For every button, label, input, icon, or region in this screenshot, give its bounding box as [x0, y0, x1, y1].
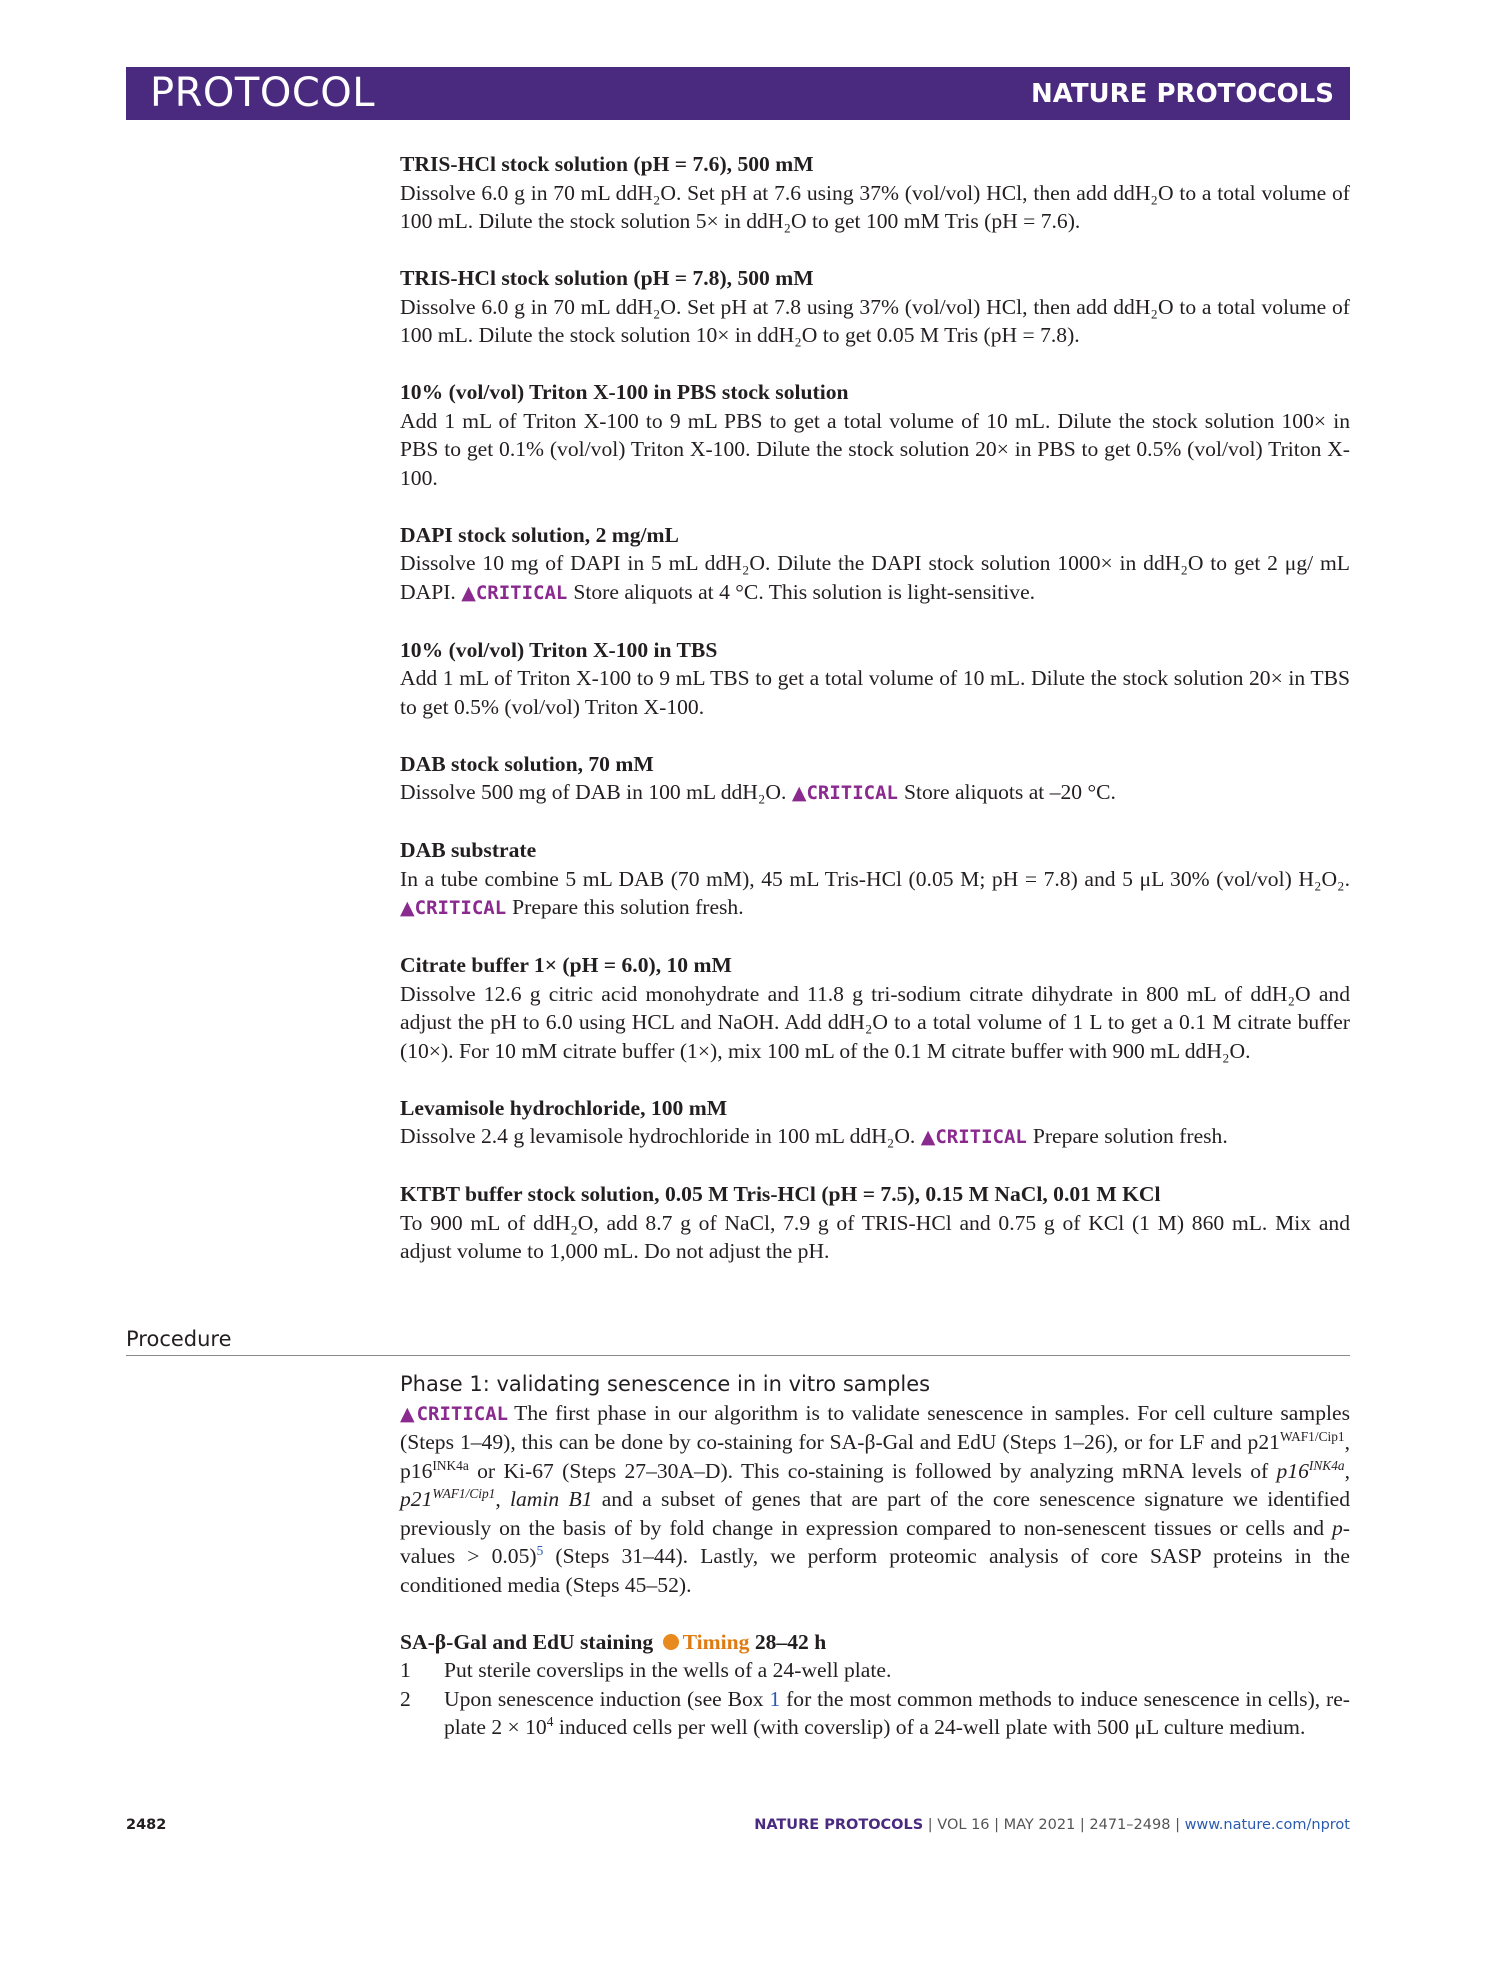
timing-dot-icon — [663, 1634, 679, 1650]
superscript: INK4a — [1308, 1457, 1345, 1473]
phase-intro — [400, 1399, 1350, 1600]
step-text: for the most common methods to induce senescence in cells), re-plate 2 × 10 — [444, 1686, 1350, 1739]
phase-text: , — [495, 1487, 511, 1511]
reagent-title: DAB stock solution, 70 mM — [400, 751, 654, 776]
critical-note: Prepare this solution fresh. — [512, 895, 744, 919]
reagent-body: Dissolve 500 mg of DAB in 100 mL ddH₂O. — [400, 780, 787, 804]
reagent-title: DAPI stock solution, 2 mg/mL — [400, 522, 679, 547]
critical-triangle-icon: ▲ — [400, 897, 415, 919]
reagent-text — [400, 1122, 1350, 1152]
critical-triangle-icon: ▲ — [791, 782, 807, 804]
reagent-entry — [400, 750, 1350, 808]
footer-journal: NATURE PROTOCOLS — [754, 1817, 924, 1833]
reagent-entry — [400, 521, 1350, 608]
critical-note: Prepare solution fresh. — [1032, 1124, 1228, 1148]
reagent-body: Dissolve 2.4 g levamisole hydrochloride in 100 mL ddH₂O. — [400, 1124, 916, 1148]
article-type: PROTOCOL — [150, 70, 376, 116]
procedure-heading — [126, 1325, 1350, 1356]
reagent-entry — [400, 1094, 1350, 1152]
p-symbol: p — [1332, 1515, 1343, 1540]
critical-marker — [400, 897, 506, 919]
phase-text: (Steps 31–44). Lastly, we perform proteomic analysis of core SASP proteins in the conditioned media (Steps 45–52). — [400, 1544, 1350, 1597]
step-text: induced cells per well (with coverslip) of a 24-well plate with 500 μL culture medium. — [553, 1715, 1306, 1739]
timing-label: Timing — [682, 1629, 750, 1654]
reagent-text: Dissolve 6.0 g in 70 mL ddH₂O. Set pH at 7.6 using 37% (vol/vol) HCl, then add ddH₂O to a total volume of 100 mL. Dilute the stock solution 5× in ddH₂O to get 100 mM Tris (pH = 7.6). — [400, 180, 1350, 233]
critical-note: Store aliquots at –20 °C. — [903, 780, 1116, 804]
critical-triangle-icon: ▲ — [920, 1126, 936, 1148]
reagent-setup — [400, 150, 1350, 1294]
reagent-text — [400, 549, 1350, 607]
step-item — [400, 1685, 1350, 1742]
step-item — [400, 1656, 1350, 1685]
reagent-text: Dissolve 6.0 g in 70 mL ddH₂O. Set pH at 7.8 using 37% (vol/vol) HCl, then add ddH₂O to a total volume of 100 mL. Dilute the stock solution 10× in ddH₂O to get 0.05 M Tris (pH = 7.8). — [400, 294, 1350, 347]
reagent-title: TRIS-HCl stock solution (pH = 7.6), 500 mM — [400, 152, 814, 176]
superscript: WAF1/Cip1 — [432, 1485, 496, 1501]
reagent-entry — [400, 836, 1350, 923]
phase-text: , p16 — [400, 1430, 1350, 1483]
journal-name: NATURE PROTOCOLS — [1030, 79, 1334, 109]
phase-text: -values > 0.05) — [400, 1515, 1350, 1568]
reagent-text: To 900 mL of ddH₂O, add 8.7 g of NaCl, 7.9 g of TRIS-HCl and 0.75 g of KCl (1 M) 860 mL. Mix and adjust volume to 1,000 mL. Do not adjust the pH. — [400, 1210, 1350, 1263]
procedure-body — [400, 1370, 1350, 1742]
timing-value: 28–42 h — [754, 1629, 827, 1654]
critical-label: CRITICAL — [414, 897, 507, 919]
box-link[interactable]: 1 — [769, 1686, 781, 1711]
reagent-title: 10% (vol/vol) Triton X-100 in TBS — [400, 637, 718, 662]
journal-url-link[interactable]: www.nature.com/nprot — [1184, 1817, 1350, 1833]
gene-name: p16 — [1276, 1458, 1309, 1483]
reagent-entry — [400, 1180, 1350, 1266]
reagent-title: Citrate buffer 1× (pH = 6.0), 10 mM — [400, 953, 732, 977]
reagent-text — [400, 778, 1350, 808]
page-number: 2482 — [126, 1817, 167, 1833]
critical-triangle-icon: ▲ — [400, 1402, 417, 1425]
footer-citation: | VOL 16 | MAY 2021 | 2471–2498 | — [923, 1817, 1185, 1833]
reagent-entry — [400, 951, 1350, 1065]
step-number: 1 — [400, 1658, 411, 1682]
reagent-entry — [400, 378, 1350, 492]
phase-title: Phase 1: validating senescence in in vitro samples — [400, 1372, 931, 1396]
reagent-title: KTBT buffer stock solution, 0.05 M Tris-HCl (pH = 7.5), 0.15 M NaCl, 0.01 M KCl — [400, 1182, 1161, 1206]
critical-label: CRITICAL — [935, 1126, 1027, 1148]
reagent-text: Add 1 mL of Triton X-100 to 9 mL TBS to get a total volume of 10 mL. Dilute the stock solution 20× in TBS to get 0.5% (vol/vol) Triton X-100. — [400, 666, 1350, 719]
critical-marker — [792, 782, 898, 804]
reagent-body: In a tube combine 5 mL DAB (70 mM), 45 mL Tris-HCl (0.05 M; pH = 7.8) and 5 μL 30% (vol/vol) H₂O₂. — [400, 866, 1350, 891]
critical-note: Store aliquots at 4 °C. This solution is light-sensitive. — [573, 579, 1036, 604]
reagent-text: Dissolve 12.6 g citric acid monohydrate and 11.8 g tri-sodium citrate dihydrate in 800 mL of ddH₂O and adjust the pH to 6.0 using HCL and NaOH. Add ddH₂O to a total volume of 1 L to get a 0.1 M citrate buffer (10×). For 10 mM citrate buffer (1×), mix 100 mL of the 0.1 M citrate buffer with 900 mL ddH₂O. — [400, 981, 1350, 1063]
reagent-title: Levamisole hydrochloride, 100 mM — [400, 1095, 728, 1120]
critical-marker — [921, 1126, 1027, 1148]
step-text: Put sterile coverslips in the wells of a 24-well plate. — [444, 1658, 892, 1682]
header-banner — [126, 67, 1350, 120]
critical-triangle-icon: ▲ — [461, 581, 476, 604]
reagent-body: Dissolve 10 mg of DAPI in 5 mL ddH₂O. Dilute the DAPI stock solution 1000× in ddH₂O to get 2 μg/ mL DAPI. — [400, 551, 1350, 604]
citation-line — [754, 1817, 1350, 1833]
reagent-title: DAB substrate — [400, 838, 537, 862]
subsection-title — [400, 1628, 1350, 1657]
reagent-entry — [400, 150, 1350, 236]
gene-name: lamin B1 — [510, 1487, 593, 1511]
critical-marker — [400, 1403, 508, 1425]
gene-name: p21 — [400, 1487, 433, 1511]
critical-marker — [461, 582, 567, 604]
phase-text: and a subset of genes that are part of the core senescence signature we identified previously on the basis of by fold change in expression compared to non-senescent tissues or cells and — [400, 1487, 1351, 1540]
reagent-entry — [400, 636, 1350, 722]
phase-text: , — [1344, 1458, 1350, 1483]
step-text: Upon senescence induction (see Box — [444, 1686, 770, 1711]
step-number: 2 — [400, 1686, 411, 1711]
phase-text: The first phase in our algorithm is to validate senescence in samples. For cell culture samples (Steps 1–49), this can be done by co-staining for SA-β-Gal and EdU (Steps 1–26), or for LF and p21 — [400, 1400, 1350, 1454]
reagent-text — [400, 865, 1350, 923]
reference-link[interactable]: 5 — [536, 1542, 544, 1558]
page-footer — [126, 1815, 1350, 1839]
phase-text: or Ki-67 (Steps 27–30A–D). This co-staining is followed by analyzing mRNA levels of — [468, 1458, 1277, 1483]
critical-label: CRITICAL — [475, 581, 568, 604]
superscript: WAF1/Cip1 — [1279, 1428, 1345, 1444]
critical-label: CRITICAL — [806, 782, 898, 804]
reagent-entry — [400, 264, 1350, 350]
reagent-title: TRIS-HCl stock solution (pH = 7.8), 500 mM — [400, 266, 814, 290]
superscript: INK4a — [432, 1457, 469, 1473]
section-title: Procedure — [126, 1327, 232, 1351]
reagent-title: 10% (vol/vol) Triton X-100 in PBS stock solution — [400, 380, 849, 404]
step-list — [400, 1656, 1350, 1742]
reagent-text: Add 1 mL of Triton X-100 to 9 mL PBS to get a total volume of 10 mL. Dilute the stock solution 100× in PBS to get 0.1% (vol/vol) Triton X-100. Dilute the stock solution 20× in PBS to get 0.5% (vol/vol) Triton X-100. — [400, 408, 1350, 490]
subsection-label: SA-β-Gal and EdU staining — [400, 1629, 654, 1654]
superscript: 4 — [546, 1713, 554, 1729]
critical-label: CRITICAL — [416, 1402, 509, 1425]
